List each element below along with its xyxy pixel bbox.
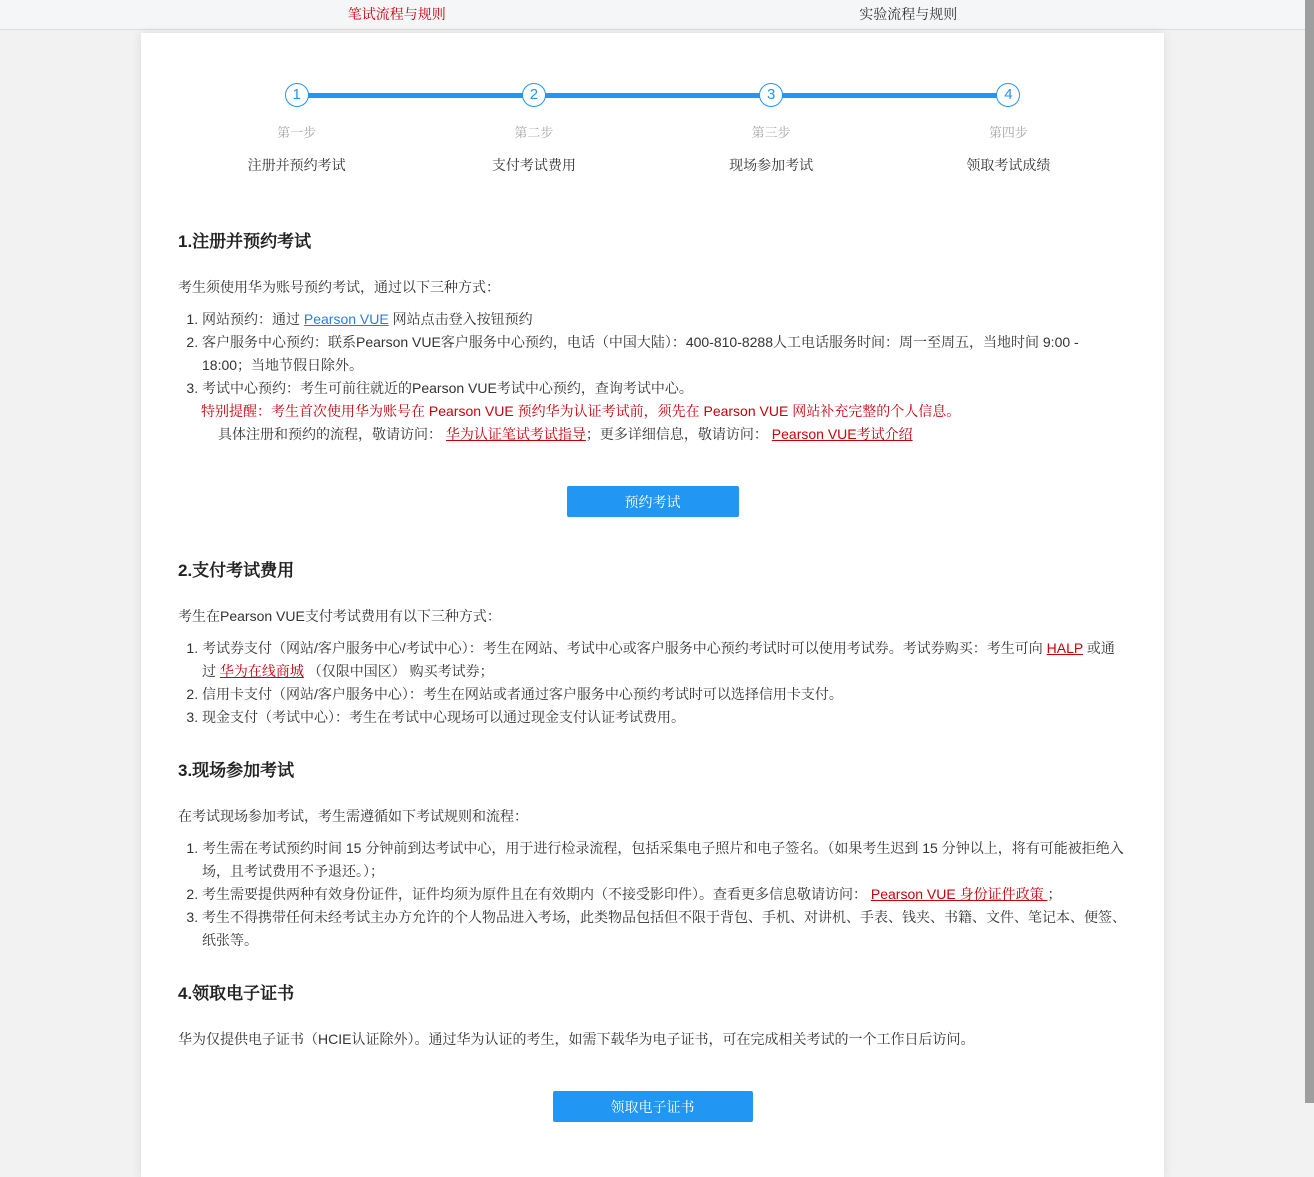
section-certificate-heading: 4.领取电子证书 <box>178 979 1127 1004</box>
register-methods-list <box>178 308 1127 400</box>
text-segment: ；更多详细信息，敬请访问： <box>586 426 772 442</box>
text-segment: 网站点击登入按钮预约 <box>389 311 533 327</box>
text-segment: 考试券支付（网站/客户服务中心/考试中心）：考生在网站、考试中心或客户服务中心预约考试时可以使用考试券。考试券购买：考生可向 <box>202 640 1047 656</box>
list-item <box>202 637 1127 683</box>
list-item <box>202 883 1127 906</box>
list-item: 3. 考试中心预约：考生可前往就近的Pearson VUE考试中心预约，查询考试中心。 <box>202 377 1127 400</box>
exam-steps-progress <box>178 83 1127 175</box>
get-certificate-button[interactable]: 领取电子证书 <box>553 1091 753 1122</box>
list-item: 2. 客户服务中心预约：联系Pearson VUE客户服务中心预约，电话（中国大陆）：400-810-8288人工电话服务时间：周一至周五，当地时间 9:00 - 18:00；当地节假日除外。 <box>202 331 1127 377</box>
section-attend-exam <box>178 756 1127 952</box>
section-register-and-book <box>178 227 1127 517</box>
pearson-vue-link[interactable]: Pearson VUE <box>304 311 389 327</box>
step-3-title: 现场参加考试 <box>653 155 890 175</box>
section-attend-intro: 在考试现场参加考试，考生需遵循如下考试规则和流程： <box>178 805 1127 828</box>
step-4-label: 第四步 <box>890 122 1127 141</box>
list-item: 3. 现金支付（考试中心）：考生在考试中心现场可以通过现金支付认证考试费用。 <box>202 706 1127 729</box>
text-segment: 或通过 <box>202 640 1115 679</box>
pearson-vue-intro-link[interactable]: Pearson VUE考试介绍 <box>772 426 913 442</box>
content-card <box>141 33 1164 1177</box>
step-4-circle-icon: 4 <box>996 83 1020 107</box>
section-register-intro: 考生须使用华为账号预约考试，通过以下三种方式： <box>178 276 1127 299</box>
tab-written-exam-rules[interactable]: 笔试流程与规则 <box>141 0 653 29</box>
list-item: 2. 信用卡支付（网站/客户服务中心）：考生在网站或者通过客户服务中心预约考试时可以选择信用卡支付。 <box>202 683 1127 706</box>
list-item <box>202 308 1127 331</box>
tab-lab-exam-rules[interactable]: 实验流程与规则 <box>653 0 1165 29</box>
step-2-title: 支付考试费用 <box>415 155 652 175</box>
text-segment: 具体注册和预约的流程，敬请访问： <box>218 426 446 442</box>
list-item: 3. 考生不得携带任何未经考试主办方允许的个人物品进入考场，此类物品包括但不限于背包、手机、对讲机、手表、钱夹、书籍、文件、笔记本、便签、纸张等。 <box>202 906 1127 952</box>
step-2-label: 第二步 <box>415 122 652 141</box>
section-pay-intro: 考生在Pearson VUE支付考试费用有以下三种方式： <box>178 605 1127 628</box>
step-2-circle-icon: 2 <box>522 83 546 107</box>
exam-rules-list <box>178 837 1127 952</box>
huawei-online-store-link[interactable]: 华为在线商城 <box>220 663 304 679</box>
guide-links-line <box>218 423 1127 446</box>
step-3-label: 第三步 <box>653 122 890 141</box>
stepper-connector-line <box>297 93 1009 98</box>
step-1-title: 注册并预约考试 <box>178 155 415 175</box>
special-reminder-text: 特别提醒：考生首次使用华为账号在 Pearson VUE 预约华为认证考试前，须先在 Pearson VUE 网站补充完整的个人信息。 <box>201 400 1127 423</box>
section-attend-heading: 3.现场参加考试 <box>178 756 1127 781</box>
section-register-heading: 1.注册并预约考试 <box>178 227 1127 252</box>
text-segment: ； <box>1048 886 1062 902</box>
section-get-certificate <box>178 979 1127 1122</box>
step-1-circle-icon: 1 <box>285 83 309 107</box>
step-3-circle-icon: 3 <box>759 83 783 107</box>
book-exam-button[interactable]: 预约考试 <box>567 486 739 517</box>
halp-link[interactable]: HALP <box>1047 640 1083 656</box>
pay-methods-list <box>178 637 1127 729</box>
section-pay-heading: 2.支付考试费用 <box>178 556 1127 581</box>
id-policy-link[interactable]: Pearson VUE 身份证件政策 <box>871 886 1048 902</box>
text-segment: 网站预约：通过 <box>202 311 304 327</box>
text-segment: 考生需要提供两种有效身份证件，证件均须为原件且在有效期内（不接受影印件）。查看更多信息敬请访问： <box>202 886 871 902</box>
section-certificate-intro: 华为仅提供电子证书（HCIE认证除外）。通过华为认证的考生，如需下载华为电子证书，可在完成相关考试的一个工作日后访问。 <box>178 1028 1127 1051</box>
section-pay-exam-fee <box>178 556 1127 729</box>
step-4-title: 领取考试成绩 <box>890 155 1127 175</box>
scrollbar-thumb[interactable] <box>1305 0 1314 1103</box>
step-1-label: 第一步 <box>178 122 415 141</box>
top-tab-bar <box>0 0 1305 30</box>
written-exam-guide-link[interactable]: 华为认证笔试考试指导 <box>446 426 586 442</box>
list-item: 1. 考生需在考试预约时间 15 分钟前到达考试中心，用于进行检录流程，包括采集电子照片和电子签名。（如果考生迟到 15 分钟以上，将有可能被拒绝入场，且考试费用不予退还。）； <box>202 837 1127 883</box>
text-segment: （仅限中国区） 购买考试券； <box>304 663 494 679</box>
top-tab-bar-inner <box>141 0 1164 29</box>
